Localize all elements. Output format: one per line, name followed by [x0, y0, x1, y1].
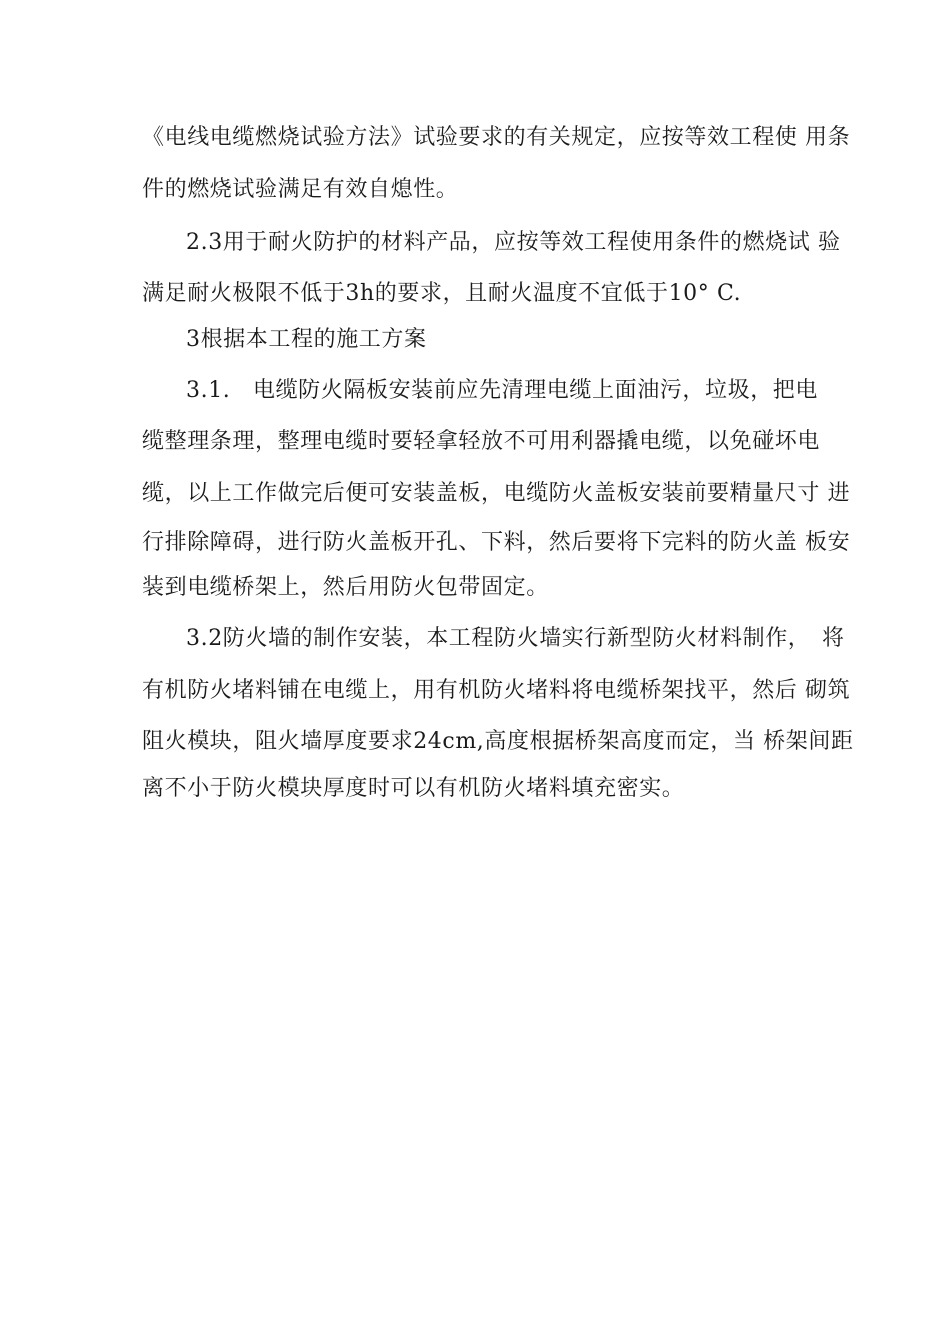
paragraph-line: 有机防火堵料铺在电缆上，用有机防火堵料将电缆桥架找平，然后 砌筑 [142, 678, 851, 703]
paragraph-line: 行排除障碍，进行防火盖板开孔、下料，然后要将下完料的防火盖 板安 [142, 530, 851, 555]
paragraph-line: 3.2防火墙的制作安装，本工程防火墙实行新型防火材料制作， 将 [186, 626, 845, 651]
paragraph-line: 3.1. 电缆防火隔板安装前应先清理电缆上面油污，垃圾，把电 [186, 378, 818, 403]
paragraph-line: 缆，以上工作做完后便可安装盖板，电缆防火盖板安装前要精量尺寸 进 [142, 481, 851, 506]
paragraph-line: 2.3用于耐火防护的材料产品，应按等效工程使用条件的燃烧试 验 [186, 230, 841, 255]
section-heading: 3根据本工程的施工方案 [186, 327, 427, 352]
paragraph-line: 《电线电缆燃烧试验方法》试验要求的有关规定，应按等效工程使 用条 [142, 125, 851, 150]
paragraph-line: 件的燃烧试验满足有效自熄性。 [142, 177, 459, 202]
paragraph-line: 满足耐火极限不低于3h的要求，且耐火温度不宜低于10° C. [142, 281, 742, 306]
paragraph-line: 缆整理条理，整理电缆时要轻拿轻放不可用利器撬电缆，以免碰坏电 [142, 429, 821, 454]
paragraph-line: 装到电缆桥架上，然后用防火包带固定。 [142, 575, 549, 600]
paragraph-line: 阻火模块，阻火墙厚度要求24cm,高度根据桥架高度而定，当 桥架间距 [142, 729, 854, 754]
paragraph-line: 离不小于防火模块厚度时可以有机防火堵料填充密实。 [142, 776, 685, 801]
